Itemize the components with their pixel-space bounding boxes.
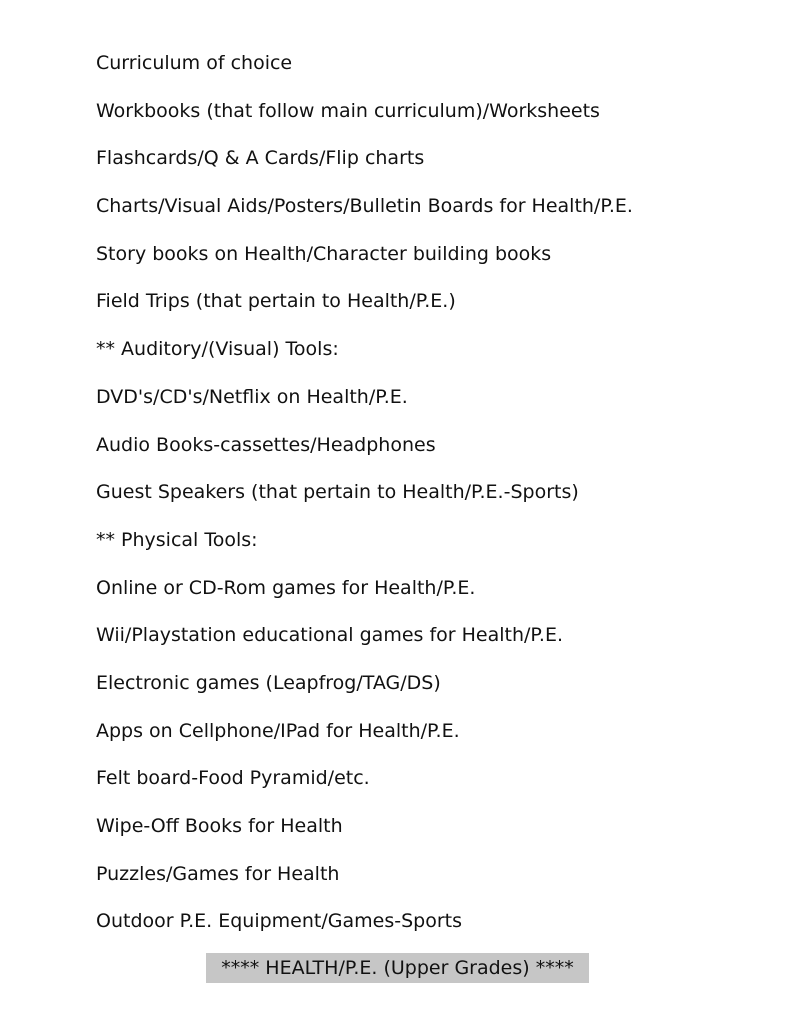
- list-item: Wipe-Off Books for Health: [96, 815, 343, 837]
- section-heading-auditory: ** Auditory/(Visual) Tools:: [96, 338, 339, 361]
- list-item: Guest Speakers (that pertain to Health/P.E.-Sports): [96, 481, 579, 504]
- list-item: DVD's/CD's/Netflix on Health/P.E.: [96, 385, 408, 408]
- resource-list: [96, 50, 633, 956]
- list-item: Online or CD-Rom games for Health/P.E.: [96, 576, 476, 599]
- list-item: Story books on Health/Character building books: [96, 242, 552, 265]
- footer-title: **** HEALTH/P.E. (Upper Grades) ****: [206, 953, 589, 983]
- section-heading-physical: ** Physical Tools:: [96, 528, 258, 551]
- list-item: Audio Books-cassettes/Headphones: [96, 433, 436, 456]
- list-item: Flashcards/Q & A Cards/Flip charts: [96, 147, 425, 170]
- list-item: Wii/Playstation educational games for Health/P.E.: [96, 624, 563, 647]
- list-item: Workbooks (that follow main curriculum)/Worksheets: [96, 99, 600, 122]
- list-item: Outdoor P.E. Equipment/Games-Sports: [96, 910, 462, 933]
- list-item: Apps on Cellphone/IPad for Health/P.E.: [96, 719, 460, 742]
- list-item: Puzzles/Games for Health: [96, 862, 340, 885]
- list-item: Charts/Visual Aids/Posters/Bulletin Boards for Health/P.E.: [96, 195, 633, 218]
- list-item: Electronic games (Leapfrog/TAG/DS): [96, 671, 441, 694]
- list-item: Field Trips (that pertain to Health/P.E.): [96, 290, 456, 313]
- list-item: Curriculum of choice: [96, 52, 293, 74]
- list-item: Felt board-Food Pyramid/etc.: [96, 767, 370, 790]
